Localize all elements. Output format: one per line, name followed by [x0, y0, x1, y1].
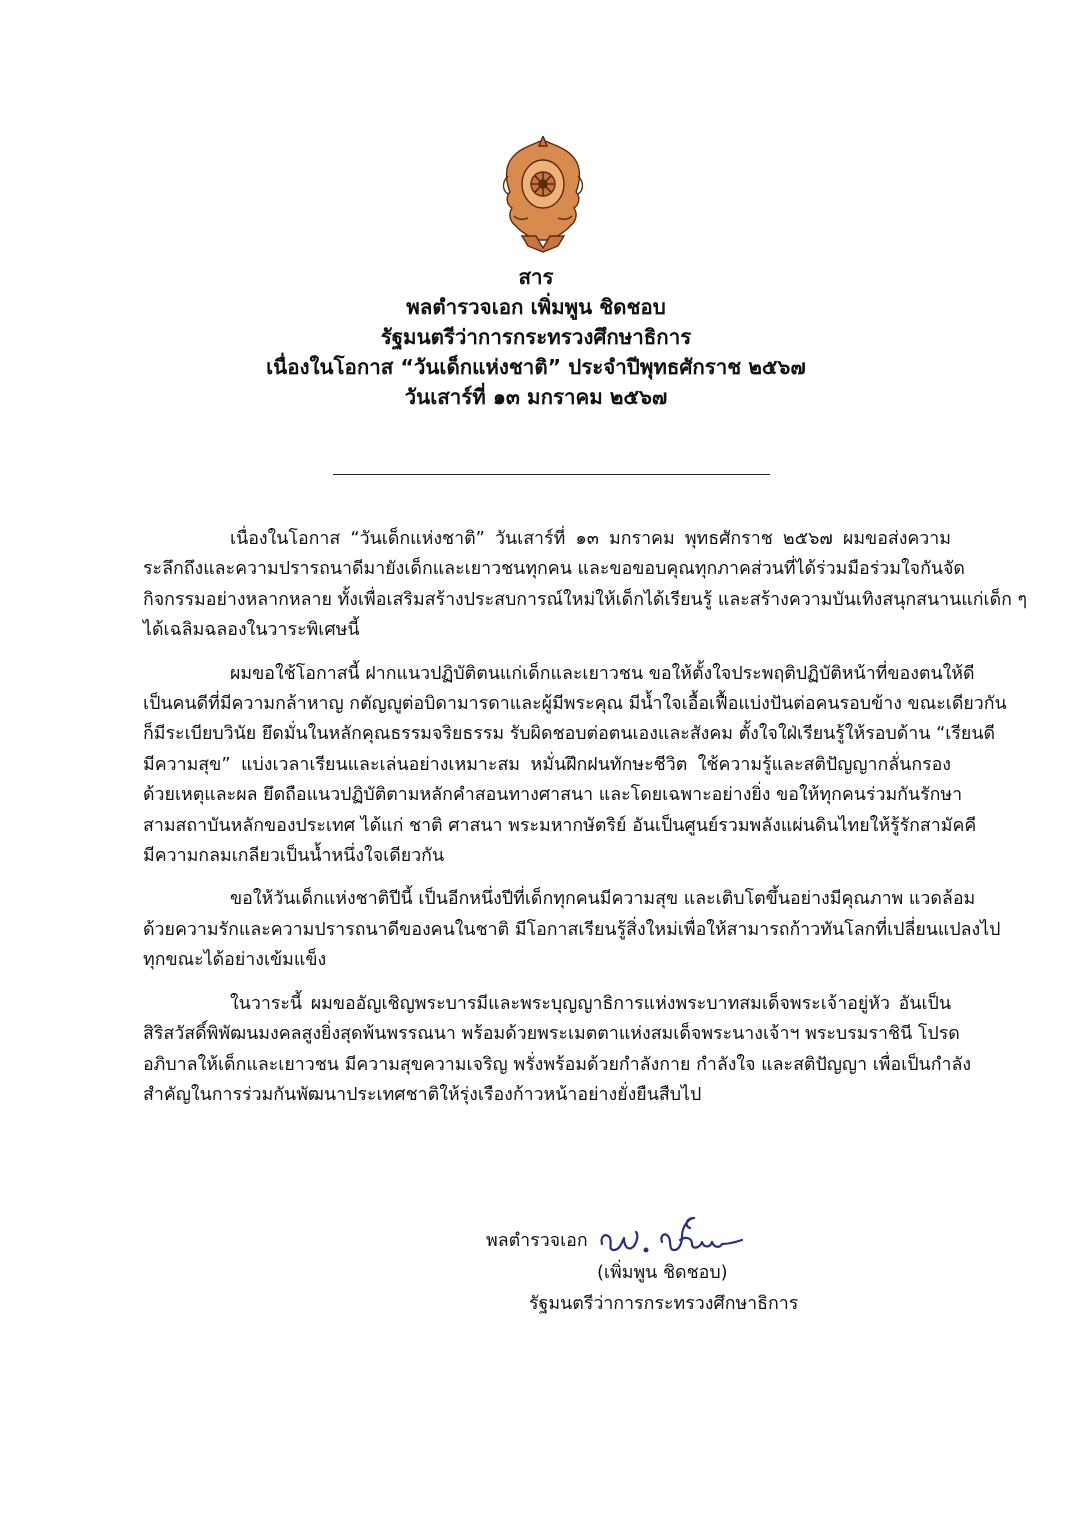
paragraph-line: ผมขอใช้โอกาสนี้ ฝากแนวปฏิบัติตนแก่เด็กและเยาวชน ขอให้ตั้งใจประพฤติปฏิบัติหน้าที่ของตนให้ดี	[230, 662, 975, 684]
paragraph-3	[143, 884, 1001, 975]
paragraph-line: ด้วยความรักและความปรารถนาดีของคนในชาติ มีโอกาสเรียนรู้สิ่งใหม่เพื่อให้สามารถก้าวทันโลกที่เปลี่ยนแปลงไป	[143, 918, 1001, 940]
paragraph-line: กิจกรรมอย่างหลากหลาย ทั้งเพื่อเสริมสร้างประสบการณ์ใหม่ให้เด็กได้เรียนรู้ และสร้างความบันเทิงสนุกสนานแก่เด็ก ๆ	[143, 588, 1028, 610]
paragraph-line: เนื่องในโอกาส “วันเด็กแห่งชาติ” วันเสาร์ที่ ๑๓ มกราคม พุทธศักราช ๒๕๖๗ ผมขอส่งความ	[230, 528, 951, 549]
paragraph-2	[143, 659, 1007, 872]
heading-occasion: เนื่องในโอกาส “วันเด็กแห่งชาติ” ประจำปีพุทธศักราช ๒๕๖๗	[266, 355, 806, 379]
letter-heading	[0, 262, 1072, 412]
paragraph-line: สำคัญในการร่วมกันพัฒนาประเทศชาติให้รุ่งเรืองก้าวหน้าอย่างยั่งยืนสืบไป	[143, 1083, 702, 1105]
handwritten-signature-icon	[596, 1206, 746, 1266]
paragraph-line: ในวาระนี้ ผมขออัญเชิญพระบารมีและพระบุญญาธิการแห่งพระบาทสมเด็จพระเจ้าอยู่หัว อันเป็น	[230, 992, 951, 1014]
signature-block	[486, 1212, 816, 1258]
ministry-emblem-icon	[500, 136, 586, 254]
paragraph-line: มีความกลมเกลียวเป็นน้ำหนึ่งใจเดียวกัน	[143, 845, 445, 867]
heading-minister-name: พลตำรวจเอก เพิ่มพูน ชิดชอบ	[406, 295, 666, 319]
paragraph-line: ก็มีระเบียบวินัย ยึดมั่นในหลักคุณธรรมจริยธรรม รับผิดชอบต่อตนเองและสังคม ตั้งใจใฝ่เรียนรู้ให้รอบด้าน “เรียนดี	[143, 723, 996, 745]
signature-rank: พลตำรวจเอก	[486, 1230, 588, 1251]
heading-minister-position: รัฐมนตรีว่าการกระทรวงศึกษาธิการ	[380, 325, 692, 349]
paragraph-line: ทุกขณะได้อย่างเข้มแข็ง	[143, 949, 327, 971]
paragraph-line: สิริสวัสดิ์พิพัฒนมงคลสูงยิ่งสุดพ้นพรรณนา พร้อมด้วยพระเมตตาแห่งสมเด็จพระนางเจ้าฯ พระบรมราชินี โปรด	[143, 1023, 960, 1045]
paragraph-line: สามสถาบันหลักของประเทศ ได้แก่ ชาติ ศาสนา พระมหากษัตริย์ อันเป็นศูนย์รวมพลังแผ่นดินไทยให้รู้รักสามัคคี	[143, 814, 977, 836]
paragraph-line: มีความสุข” แบ่งเวลาเรียนและเล่นอย่างเหมาะสม หมั่นฝึกฝนทักษะชีวิต ใช้ความรู้และสติปัญญากลั่นกรอง	[143, 753, 951, 775]
heading-title: สาร	[518, 265, 554, 289]
signature-name: (เพิ่มพูน ชิดชอบ)	[597, 1262, 728, 1283]
paragraph-1	[143, 524, 1028, 646]
signature-position: รัฐมนตรีว่าการกระทรวงศึกษาธิการ	[529, 1293, 799, 1314]
paragraph-line: ได้เฉลิมฉลองในวาระพิเศษนี้	[143, 619, 360, 641]
signature-rank-row	[486, 1212, 816, 1258]
paragraph-4	[143, 989, 972, 1111]
paragraph-line: ด้วยเหตุและผล ยึดถือแนวปฏิบัติตามหลักคำสอนทางศาสนา และโดยเฉพาะอย่างยิ่ง ขอให้ทุกคนร่วมกันรักษา	[143, 784, 963, 806]
paragraph-line: ระลึกถึงและความปรารถนาดีมายังเด็กและเยาวชนทุกคน และขอขอบคุณทุกภาคส่วนที่ได้ร่วมมือร่วมใจกันจัด	[143, 558, 965, 580]
heading-date: วันเสาร์ที่ ๑๓ มกราคม ๒๕๖๗	[404, 385, 668, 409]
paragraph-line: เป็นคนดีที่มีความกล้าหาญ กตัญญูต่อบิดามารดาและผู้มีพระคุณ มีน้ำใจเอื้อเฟื้อแบ่งปันต่อคนรอบข้าง ขณะเดียวกัน	[143, 693, 1007, 715]
letter-body	[143, 524, 1028, 1123]
paragraph-line: อภิบาลให้เด็กและเยาวชน มีความสุขความเจริญ พรั่งพร้อมด้วยกำลังกาย กำลังใจ และสติปัญญา เพื่อเป็นกำลัง	[143, 1053, 972, 1075]
paragraph-line: ขอให้วันเด็กแห่งชาติปีนี้ เป็นอีกหนึ่งปีที่เด็กทุกคนมีความสุข และเติบโตขึ้นอย่างมีคุณภาพ แวดล้อม	[230, 888, 976, 910]
heading-divider	[333, 474, 770, 475]
